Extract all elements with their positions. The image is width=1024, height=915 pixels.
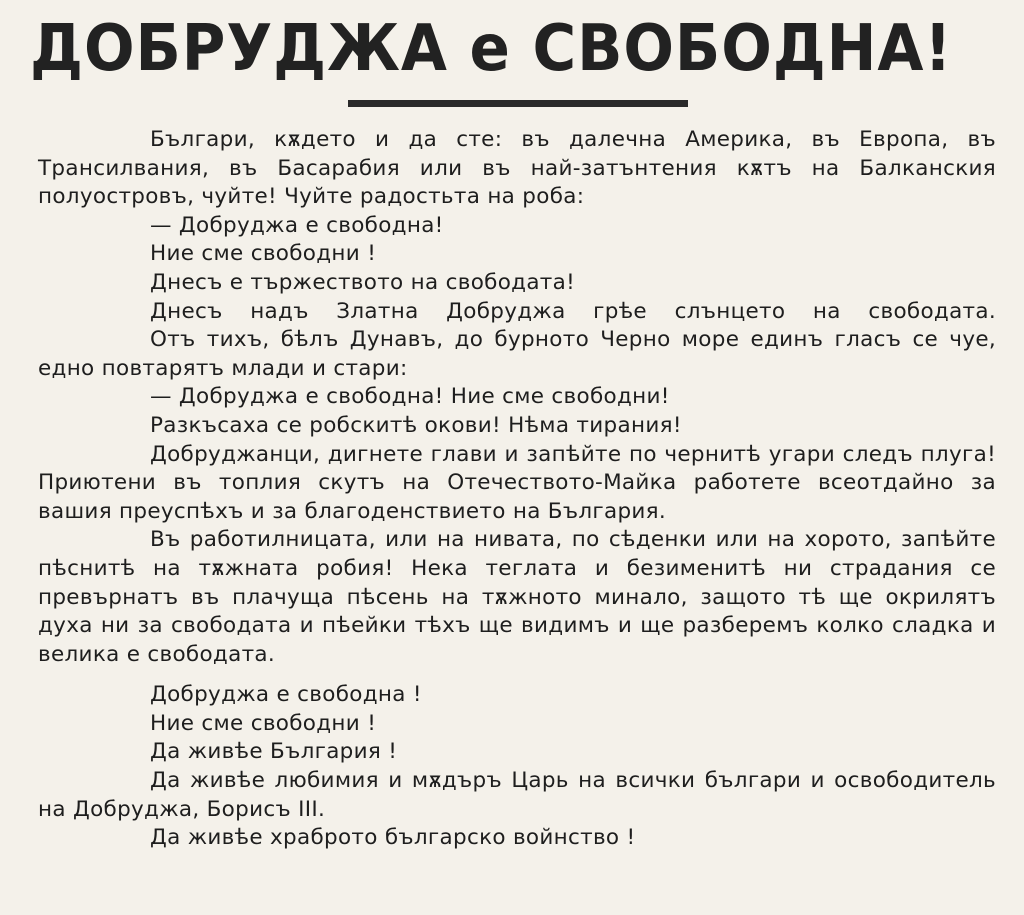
line-10: Да живѣе храброто българско войнство ! (150, 825, 636, 851)
line-5: — Добруджа е свободна! Ние сме свободни! (150, 384, 670, 410)
line-7: Добруджа е свободна ! (150, 682, 422, 708)
line-3: Днесъ е тържеството на свободата! (150, 269, 576, 295)
line-6: Разкъсаха се робскитѣ окови! Нѣма тирания! (150, 412, 682, 438)
line-1: — Добруджа е свободна! (150, 212, 444, 238)
paragraph-1: Българи, кѫдето и да сте: въ далечна Америка, въ Европа, въ Трансилвания, въ Басарабия или въ най-затънтения кѫтъ на Балканския полуостровъ, чуйте! Чуйте радостьта на роба: (38, 127, 996, 210)
article-body (38, 126, 996, 853)
spacer (38, 669, 996, 681)
line-8: Ние сме свободни ! (150, 710, 377, 736)
paragraph-4: Въ работилницата, или на нивата, по сѣденки или на хорото, запѣйте пѣснитѣ на тѫжната робия! Нека теглата и безименитѣ ни страдания се превърнатъ въ плачуща пѣсень на тѫжното минало, защото тѣ ще окрилятъ духа ни за свободата и пѣейки тѣхъ ще видимъ и ще разберемъ колко сладка и велика е свободата. (38, 527, 996, 667)
paragraph-5: Да живѣе любимия и мѫдъръ Царь на всички българи и освободитель на Добруджа, Борисъ III. (38, 768, 996, 822)
line-9: Да живѣе България ! (150, 739, 398, 765)
headline-rule (348, 100, 688, 107)
headline: ДОБРУДЖА е СВОБОДНА! (30, 12, 953, 86)
line-4: Днесъ надъ Златна Добруджа грѣе слънцето на свободата. (150, 298, 996, 324)
line-2: Ние сме свободни ! (150, 241, 377, 267)
paragraph-2: Отъ тихъ, бѣлъ Дунавъ, до бурното Черно море единъ гласъ се чуе, едно повтарятъ млади и стари: (38, 327, 996, 381)
paragraph-3: Добруджанци, дигнете глави и запѣйте по чернитѣ угари следъ плуга! Приютени въ топлия скутъ на Отечеството-Майка работете всеотдайно за вашия преуспѣхъ и за благоденствието на България. (38, 441, 996, 524)
